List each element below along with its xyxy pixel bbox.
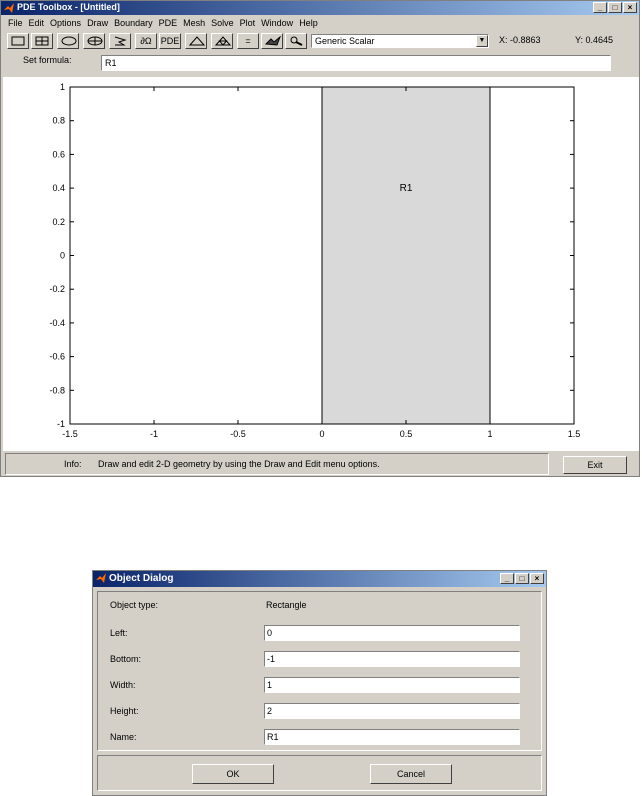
height-input[interactable] — [264, 703, 520, 719]
draw-ellipse-center-button[interactable] — [83, 33, 105, 49]
y-tick-label: 0.2 — [52, 216, 65, 227]
x-tick-label: -1.5 — [62, 429, 78, 439]
menu-edit[interactable]: Edit — [28, 18, 45, 28]
y-tick-label: 0.8 — [52, 115, 65, 126]
width-input[interactable] — [264, 677, 520, 693]
menu-boundary[interactable]: Boundary — [114, 18, 153, 28]
info-label: Info: — [64, 459, 82, 469]
toolbar — [5, 31, 637, 51]
object-type-label: Object type: — [110, 600, 159, 610]
application-mode-select[interactable] — [311, 34, 489, 48]
title-bar[interactable] — [1, 1, 639, 15]
menu-help[interactable]: Help — [299, 18, 318, 28]
x-coordinate-readout: X: -0.8863 — [499, 35, 541, 45]
pde-spec-button[interactable]: PDE — [159, 33, 181, 49]
menu-file[interactable]: File — [8, 18, 23, 28]
x-tick-label: 0.5 — [399, 429, 413, 439]
solve-button[interactable]: = — [237, 33, 259, 49]
menu-draw[interactable]: Draw — [87, 18, 109, 28]
left-input[interactable] — [264, 625, 520, 641]
geometry-axes[interactable] — [3, 77, 639, 451]
y-tick-label: 0.6 — [52, 149, 65, 160]
surface-plot-icon — [265, 36, 281, 46]
set-formula-input[interactable] — [101, 55, 611, 71]
exit-button[interactable]: Exit — [563, 456, 627, 474]
zoom-button[interactable] — [285, 33, 307, 49]
name-input[interactable] — [264, 729, 520, 745]
draw-polygon-button[interactable] — [109, 33, 131, 49]
dialog-minimize-button[interactable]: _ — [500, 573, 514, 584]
matlab-logo-icon — [96, 573, 106, 583]
window-title: PDE Toolbox - [Untitled] — [17, 2, 120, 12]
formula-row — [5, 53, 637, 75]
rectangle-center-icon — [35, 36, 49, 46]
dialog-fields-panel — [97, 591, 542, 751]
matlab-logo-icon — [4, 3, 14, 13]
chevron-down-icon[interactable]: ▼ — [476, 35, 488, 47]
info-text: Draw and edit 2-D geometry by using the Draw and Edit menu options. — [98, 459, 380, 469]
menu-mesh[interactable]: Mesh — [183, 18, 206, 28]
y-tick-label: -0.2 — [49, 284, 65, 295]
menu-solve[interactable]: Solve — [211, 18, 234, 28]
menu-window[interactable]: Window — [261, 18, 294, 28]
draw-ellipse-button[interactable] — [57, 33, 79, 49]
bottom-input[interactable] — [264, 651, 520, 667]
object-dialog — [92, 570, 547, 796]
menu-options[interactable]: Options — [50, 18, 82, 28]
ellipse-center-icon — [87, 36, 103, 46]
y-tick-label: -1 — [56, 419, 65, 429]
bottom-label: Bottom: — [110, 654, 142, 664]
polygon-icon — [113, 36, 127, 46]
height-label: Height: — [110, 706, 139, 716]
menu-bar — [5, 17, 321, 29]
shape-label: R1 — [399, 183, 413, 195]
shape-rectangle[interactable] — [322, 87, 490, 424]
ok-button[interactable]: OK — [192, 764, 274, 784]
cancel-button[interactable]: Cancel — [370, 764, 452, 784]
y-tick-label: 1 — [59, 82, 65, 92]
dialog-maximize-button[interactable]: □ — [515, 573, 529, 584]
application-mode-value: Generic Scalar — [315, 36, 375, 46]
y-tick-label: -0.6 — [49, 351, 65, 362]
dialog-close-button[interactable]: × — [530, 573, 544, 584]
draw-rectangle-center-button[interactable] — [31, 33, 53, 49]
plot-button[interactable] — [261, 33, 283, 49]
y-tick-label: 0.4 — [52, 183, 65, 194]
status-bar — [5, 453, 637, 475]
x-tick-label: 1 — [487, 429, 493, 439]
draw-rectangle-button[interactable] — [7, 33, 29, 49]
width-label: Width: — [110, 680, 136, 690]
refine-mesh-icon — [215, 36, 231, 46]
y-coordinate-readout: Y: 0.4645 — [575, 35, 614, 45]
info-box — [5, 453, 549, 475]
x-tick-label: 0 — [319, 429, 325, 439]
geometry-plot[interactable] — [3, 77, 639, 451]
left-label: Left: — [110, 628, 128, 638]
x-tick-label: -0.5 — [230, 429, 246, 439]
object-type-value: Rectangle — [266, 600, 307, 610]
y-tick-label: 0 — [59, 250, 65, 261]
maximize-button[interactable]: □ — [608, 2, 622, 13]
close-button[interactable]: × — [623, 2, 637, 13]
boundary-mode-button[interactable]: ∂Ω — [135, 33, 157, 49]
x-tick-label: 1.5 — [567, 429, 581, 439]
y-tick-label: -0.4 — [49, 317, 65, 328]
dialog-title: Object Dialog — [109, 573, 174, 584]
menu-pde[interactable]: PDE — [158, 18, 178, 28]
dialog-title-bar[interactable] — [93, 571, 546, 587]
ellipse-icon — [61, 36, 77, 46]
y-tick-label: -0.8 — [49, 385, 65, 396]
refine-mesh-button[interactable] — [211, 33, 233, 49]
name-label: Name: — [110, 732, 137, 742]
menu-plot[interactable]: Plot — [239, 18, 256, 28]
rectangle-icon — [11, 36, 25, 46]
triangle-mesh-icon — [189, 36, 205, 46]
minimize-button[interactable]: _ — [593, 2, 607, 13]
set-formula-label: Set formula: — [23, 55, 72, 65]
init-mesh-button[interactable] — [185, 33, 207, 49]
dialog-button-panel — [97, 755, 542, 791]
zoom-icon — [289, 36, 305, 46]
x-tick-label: -1 — [149, 429, 159, 439]
